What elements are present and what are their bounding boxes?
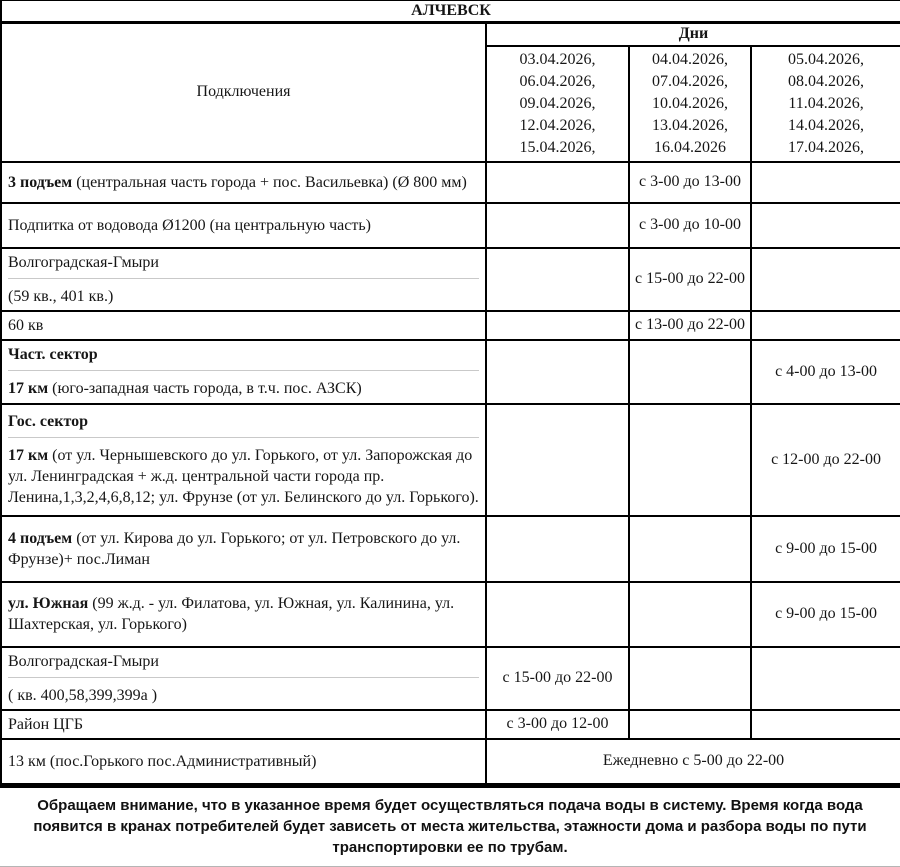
- connection-name-line: 4 подъем (от ул. Кирова до ул. Горького; от ул. Петровского до ул. Фрунзе)+ пос.Лиман: [8, 529, 461, 568]
- time-cell-day1: [486, 516, 629, 582]
- connection-name: [1, 340, 486, 404]
- time-cell-day2: [629, 647, 751, 710]
- date-line: 12.04.2026,: [519, 116, 596, 134]
- date-column-2: [629, 46, 751, 162]
- connection-name: [1, 404, 486, 516]
- time-cell-day3: с 4-00 до 13-00: [751, 340, 900, 404]
- connection-name: [1, 647, 486, 710]
- time-cell-day3: [751, 710, 900, 739]
- connection-name-line: Подпитка от водовода Ø1200 (на центральную часть): [8, 216, 371, 234]
- connection-name: [1, 248, 486, 311]
- date-line: 11.04.2026,: [788, 94, 864, 112]
- title-row: [1, 1, 900, 23]
- time-cell-day1: [486, 203, 629, 248]
- date-line: 14.04.2026,: [788, 116, 865, 134]
- table-row: [1, 647, 900, 710]
- date-line: 09.04.2026,: [519, 94, 596, 112]
- time-cell-merged: Ежедневно с 5-00 до 22-00: [486, 739, 900, 784]
- table-row: [1, 710, 900, 739]
- time-cell-day2: с 15-00 до 22-00: [629, 248, 751, 311]
- connections-header: Подключения: [1, 23, 486, 162]
- date-line: 13.04.2026,: [652, 116, 728, 134]
- table-row: [1, 516, 900, 582]
- table-row: [1, 340, 900, 404]
- time-cell-day3: [751, 248, 900, 311]
- connection-name-line: Гос. сектор: [8, 411, 479, 438]
- city-title: АЛЧЕВСК: [1, 1, 900, 23]
- connection-name-line: 60 кв: [8, 316, 44, 334]
- date-line: 17.04.2026,: [788, 138, 865, 156]
- time-cell-day2: с 3-00 до 10-00: [629, 203, 751, 248]
- connection-name-line: 3 подъем (центральная часть города + пос. Васильевка) (Ø 800 мм): [8, 173, 467, 191]
- date-column-3: [751, 46, 900, 162]
- time-cell-day3: с 9-00 до 15-00: [751, 582, 900, 647]
- time-cell-day1: [486, 162, 629, 203]
- days-header: Дни: [486, 23, 900, 46]
- time-cell-day3: [751, 647, 900, 710]
- connection-name-line: ул. Южная (99 ж.д. - ул. Филатова, ул. Южная, ул. Калинина, ул. Шахтерская, ул. Горького): [8, 595, 455, 633]
- connection-name-line: (59 кв., 401 кв.): [8, 287, 114, 305]
- time-cell-day1: с 3-00 до 12-00: [486, 710, 629, 739]
- time-cell-day2: [629, 710, 751, 739]
- time-cell-day2: [629, 516, 751, 582]
- date-line: 05.04.2026,: [788, 50, 865, 68]
- table-row: [1, 404, 900, 516]
- table-row: [1, 739, 900, 784]
- time-cell-day1: [486, 582, 629, 647]
- header-row: [1, 23, 900, 46]
- table-row: [1, 248, 900, 311]
- time-cell-day2: с 13-00 до 22-00: [629, 311, 751, 340]
- connection-name: [1, 710, 486, 739]
- table-row: [1, 162, 900, 203]
- connection-name-line: Волгоградская-Гмыри: [8, 651, 479, 678]
- time-cell-day1: [486, 340, 629, 404]
- connection-name-line: Волгоградская-Гмыри: [8, 252, 479, 279]
- time-cell-day3: с 9-00 до 15-00: [751, 516, 900, 582]
- time-cell-day1: [486, 404, 629, 516]
- time-cell-day1: с 15-00 до 22-00: [486, 647, 629, 710]
- time-cell-day3: [751, 203, 900, 248]
- connection-name-line: Район ЦГБ: [8, 715, 84, 733]
- connection-name-line: 13 км (пос.Горького пос.Административный): [8, 752, 317, 770]
- connection-name: [1, 203, 486, 248]
- time-cell-day2: [629, 340, 751, 404]
- date-line: 06.04.2026,: [519, 72, 596, 90]
- date-line: 07.04.2026,: [652, 72, 728, 90]
- connection-name-line: Част. сектор: [8, 344, 479, 371]
- connection-name: [1, 582, 486, 647]
- date-line: 16.04.2026: [654, 138, 726, 156]
- date-line: 03.04.2026,: [519, 50, 596, 68]
- time-cell-day1: [486, 248, 629, 311]
- table-row: [1, 582, 900, 647]
- date-line: 15.04.2026,: [519, 138, 596, 156]
- time-cell-day1: [486, 311, 629, 340]
- time-cell-day3: [751, 162, 900, 203]
- time-cell-day2: [629, 404, 751, 516]
- footer-note: Обращаем внимание, что в указанное время будет осуществляться подача воды в систему. Время когда вода появится в кранах потребителей будет зависеть от места жительства, этажности дома и разбора воды по пути транспортировки ее по трубам.: [0, 785, 900, 867]
- date-line: 04.04.2026,: [652, 50, 728, 68]
- connection-name: [1, 516, 486, 582]
- connection-name-line: 17 км (от ул. Чернышевского до ул. Горького, от ул. Запорожская до ул. Ленинградская + ж.д. центральной части города пр. Ленина,1,3,2,4,6,8,12; ул. Фрунзе (от ул. Белинского до ул. Горького).: [8, 447, 479, 506]
- table-row: [1, 203, 900, 248]
- date-line: 10.04.2026,: [652, 94, 728, 112]
- connection-name-line: ( кв. 400,58,399,399а ): [8, 686, 158, 704]
- connection-name: [1, 739, 486, 784]
- connection-name: [1, 311, 486, 340]
- connection-name: [1, 162, 486, 203]
- time-cell-day3: с 12-00 до 22-00: [751, 404, 900, 516]
- time-cell-day3: [751, 311, 900, 340]
- date-line: 08.04.2026,: [788, 72, 865, 90]
- time-cell-day2: с 3-00 до 13-00: [629, 162, 751, 203]
- table-row: [1, 311, 900, 340]
- date-column-1: [486, 46, 629, 162]
- connection-name-line: 17 км (юго-западная часть города, в т.ч. пос. АЗСК): [8, 380, 362, 397]
- time-cell-day2: [629, 582, 751, 647]
